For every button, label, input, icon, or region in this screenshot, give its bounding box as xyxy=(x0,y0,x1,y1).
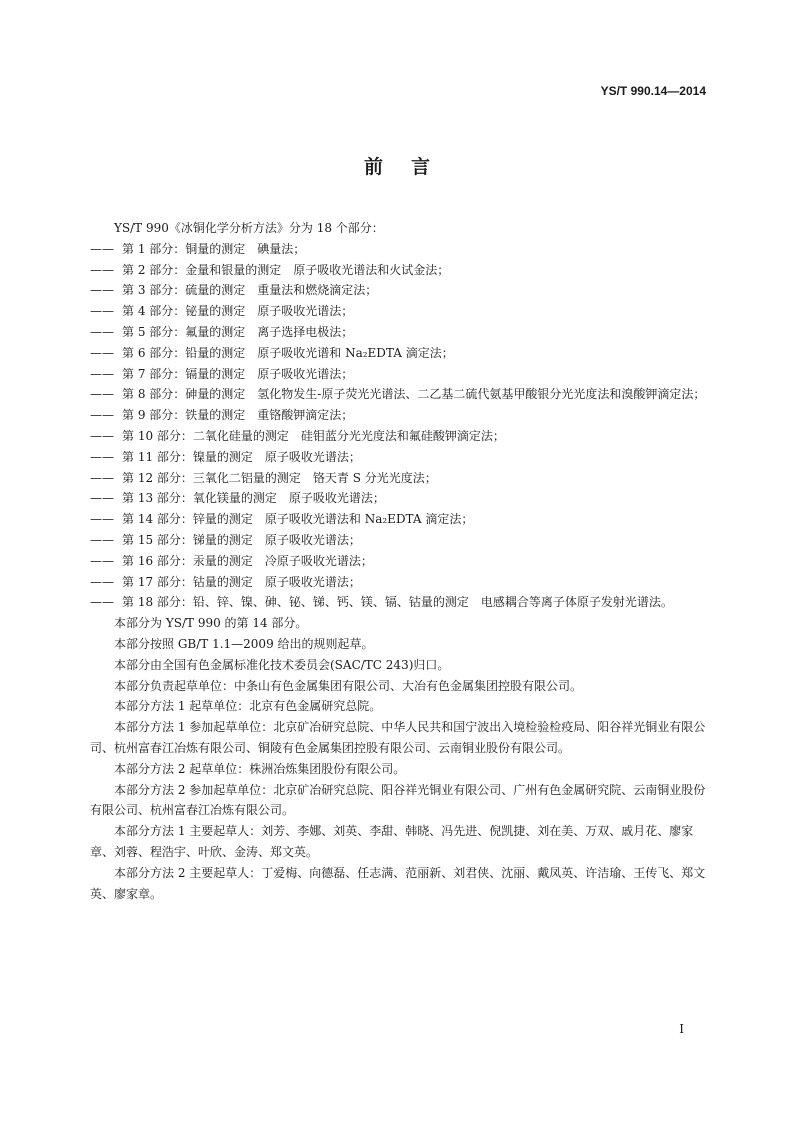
body-paragraph: 本部分方法 1 主要起草人：刘芳、李娜、刘英、李甜、韩晓、冯先进、倪凯捷、刘在美、万双、戚月花、廖家章、刘蓉、程浩宇、叶欣、金涛、郑文英。 xyxy=(90,824,694,859)
list-dash: —— xyxy=(90,324,114,339)
part-text: 第 13 部分：氧化镁量的测定 原子吸收光谱法； xyxy=(122,491,385,506)
part-list-item xyxy=(90,488,710,509)
part-list-item xyxy=(90,572,710,593)
list-dash: —— xyxy=(90,595,114,610)
list-dash: —— xyxy=(90,512,114,527)
part-list-item xyxy=(90,239,710,260)
part-text: 第 18 部分：铅、锌、镍、砷、铋、锑、钙、镁、镉、钴量的测定 电感耦合等离子体原子发射光谱法。 xyxy=(122,595,673,610)
part-text: 第 3 部分：硫量的测定 重量法和燃烧滴定法； xyxy=(122,283,378,298)
part-text: 第 14 部分：锌量的测定 原子吸收光谱法和 Na₂EDTA 滴定法； xyxy=(122,512,474,527)
list-dash: —— xyxy=(90,304,114,319)
part-text: 第 8 部分：砷量的测定 氢化物发生-原子荧光光谱法、二乙基二硫代氨基甲酸银分光光度法和溴酸钾滴定法； xyxy=(122,387,706,402)
list-dash: —— xyxy=(90,491,114,506)
part-list-item xyxy=(90,592,710,613)
part-list-item xyxy=(90,468,710,489)
part-list-item xyxy=(90,322,710,343)
part-list-item xyxy=(90,364,710,385)
page-number: I xyxy=(679,1022,684,1036)
body-paragraph: 本部分由全国有色金属标准化技术委员会(SAC/TC 243)归口。 xyxy=(114,657,450,672)
list-dash: —— xyxy=(90,345,114,360)
list-dash: —— xyxy=(90,449,114,464)
part-list-item xyxy=(90,509,710,530)
intro-paragraph: YS/T 990《冰铜化学分析方法》分为 18 个部分： xyxy=(114,221,384,235)
list-dash: —— xyxy=(90,428,114,443)
body-paragraph: 本部分按照 GB/T 1.1—2009 给出的规则起草。 xyxy=(114,636,374,651)
part-text: 第 7 部分：镉量的测定 原子吸收光谱法； xyxy=(122,366,354,381)
part-list-item xyxy=(90,384,710,405)
list-dash: —— xyxy=(90,574,114,589)
list-dash: —— xyxy=(90,241,114,256)
part-list-item xyxy=(90,260,710,281)
part-text: 第 10 部分：二氧化硅量的测定 硅钼蓝分光光度法和氟硅酸钾滴定法； xyxy=(122,428,505,443)
body-paragraph: 本部分方法 2 起草单位：株洲冶炼集团股份有限公司。 xyxy=(114,761,406,776)
foreword-body xyxy=(90,218,710,904)
parts-list xyxy=(90,239,710,613)
part-list-item xyxy=(90,280,710,301)
part-text: 第 6 部分：铅量的测定 原子吸收光谱和 Na₂EDTA 滴定法； xyxy=(122,345,454,360)
list-dash: —— xyxy=(90,283,114,298)
body-paragraph: 本部分方法 2 主要起草人：丁爱梅、向德磊、任志满、范丽新、刘君侠、沈丽、戴凤英、许洁瑜、王传飞、郑文英、廖家章。 xyxy=(90,865,706,901)
list-dash: —— xyxy=(90,366,114,381)
part-text: 第 11 部分：镍量的测定 原子吸收光谱法； xyxy=(122,449,361,464)
part-text: 第 17 部分：钴量的测定 原子吸收光谱法； xyxy=(122,574,361,589)
part-text: 第 16 部分：汞量的测定 冷原子吸收光谱法； xyxy=(122,553,373,568)
part-list-item xyxy=(90,530,710,551)
standard-code: YS/T 990.14—2014 xyxy=(600,84,706,98)
part-text: 第 1 部分：铜量的测定 碘量法； xyxy=(122,241,306,256)
part-text: 第 12 部分：三氧化二铝量的测定 铬天青 S 分光光度法； xyxy=(122,470,437,485)
body-paragraph: 本部分方法 1 起草单位：北京有色金属研究总院。 xyxy=(114,699,382,714)
part-list-item xyxy=(90,343,710,364)
body-paragraph: 本部分方法 1 参加起草单位：北京矿冶研究总院、中华人民共和国宁波出入境检验检疫局、阳谷祥光铜业有限公司、杭州富春江冶炼有限公司、铜陵有色金属集团控股有限公司、云南铜业股份有限公司。 xyxy=(90,720,706,755)
list-dash: —— xyxy=(90,470,114,485)
part-list-item xyxy=(90,551,710,572)
part-list-item xyxy=(90,447,710,468)
part-text: 第 2 部分：金量和银量的测定 原子吸收光谱法和火试金法； xyxy=(122,262,450,277)
list-dash: —— xyxy=(90,387,114,402)
list-dash: —— xyxy=(90,532,114,547)
part-text: 第 4 部分：铋量的测定 原子吸收光谱法； xyxy=(122,304,354,319)
list-dash: —— xyxy=(90,262,114,277)
part-list-item xyxy=(90,426,710,447)
body-paragraph: 本部分方法 2 参加起草单位：北京矿冶研究总院、阳谷祥光铜业有限公司、广州有色金属研究院、云南铜业股份有限公司、杭州富春江冶炼有限公司。 xyxy=(90,782,706,818)
list-dash: —— xyxy=(90,553,114,568)
paragraph-list xyxy=(90,613,710,904)
part-list-item xyxy=(90,405,710,426)
list-dash: —— xyxy=(90,408,114,423)
body-paragraph: 本部分负责起草单位：中条山有色金属集团有限公司、大冶有色金属集团控股有限公司。 xyxy=(114,678,583,693)
part-text: 第 15 部分：锑量的测定 原子吸收光谱法； xyxy=(122,532,361,547)
body-paragraph: 本部分为 YS/T 990 的第 14 部分。 xyxy=(114,616,308,631)
part-list-item xyxy=(90,301,710,322)
part-text: 第 9 部分：铁量的测定 重铬酸钾滴定法； xyxy=(122,408,354,423)
part-text: 第 5 部分：氟量的测定 离子选择电极法； xyxy=(122,324,354,339)
page-title: 前言 xyxy=(363,156,458,178)
